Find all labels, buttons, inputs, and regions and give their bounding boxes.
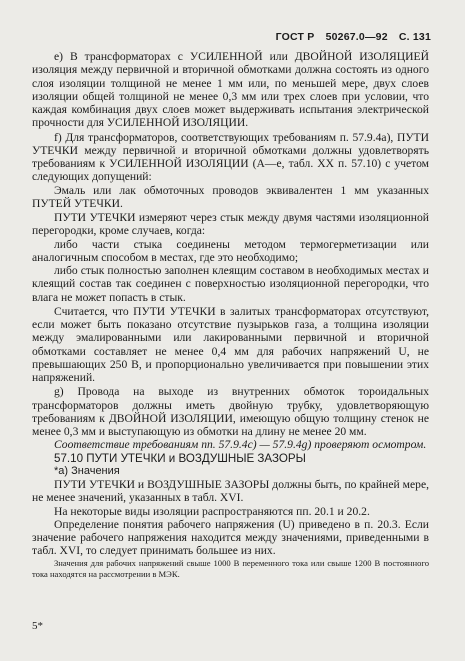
paragraph-enamel: Эмаль или лак обмоточных проводов эквивалентен 1 мм указанных ПУТЕЙ УТЕЧКИ.	[32, 183, 429, 210]
paragraph-creepage: ПУТИ УТЕЧКИ измеряют через стык между двумя частями изоляционной перегородки, кроме случаев, когда:	[32, 211, 429, 238]
section-paragraph-1: ПУТИ УТЕЧКИ и ВОЗДУШНЫЕ ЗАЗОРЫ должны быть, по крайней мере, не менее значений, указанных в табл. XVI.	[32, 478, 429, 505]
section-paragraph-2: На некоторые виды изоляции распространяются пп. 20.1 и 20.2.	[54, 504, 370, 518]
paragraph-either-joined: либо части стыка соединены методом термогерметизации или аналогичным способом в местах, где это необходимо;	[32, 237, 429, 264]
standard-label: ГОСТ Р	[275, 31, 315, 43]
paragraph-e: е) В трансформаторах с УСИЛЕННОЙ или ДВОЙНОЙ ИЗОЛЯЦИЕЙ изоляция между первичной и вторичной обмотками должна состоять из одного слоя изоляции толщиной не менее 1 мм или, по меньшей мере, двух слоев изоляции общей толщиной не менее 0,3 мм или трех слоев при условии, что каждая комбинация двух слоев может выдерживать испытания электрической прочности для УСИЛЕННОЙ ИЗОЛЯЦИИ.	[32, 50, 429, 130]
section-paragraph-3: Определение понятия рабочего напряжения (U) приведено в п. 20.3. Если значение рабочего напряжения находится между значениями, приведенными в табл. XVI, то следует принимать большее из них.	[32, 517, 429, 558]
page-header	[268, 31, 431, 43]
paragraph-either-filled: либо стык полностью заполнен клеящим составом в необходимых местах и клеящий состав так соединен с поверхностью изоляционной перегородки, что влага не может попасть в стык.	[32, 264, 429, 304]
paragraph-potted: Считается, что ПУТИ УТЕЧКИ в залитых трансформаторах отсутствуют, если может быть показано отсутствие пузырьков газа, а толщина изоляции между эмалированными или лакированными первичной и вторичной обмотками составляет не менее 0,4 мм для рабочих напряжений U, не превышающих 250 В, и пропорционально увеличивается при повышении этих напряжений.	[32, 304, 429, 384]
footnote: Значения для рабочих напряжений свыше 1000 В переменного тока или свыше 1200 В постоянного тока находятся на рассмотрении в МЭК.	[32, 557, 429, 579]
section-title: 57.10 ПУТИ УТЕЧКИ и ВОЗДУШНЫЕ ЗАЗОРЫ	[54, 451, 306, 465]
page-body	[32, 50, 429, 580]
compliance-note: Соответствие требованиям пп. 57.9.4c) — 57.9.4g) проверяют осмотром.	[54, 438, 427, 452]
standard-number: 50267.0—92	[325, 31, 388, 43]
signature-mark: 5*	[32, 620, 43, 632]
page-number: С. 131	[398, 31, 431, 43]
subsection-title: *а) Значения	[54, 464, 120, 477]
paragraph-g: g) Провода на выходе из внутренних обмоток тороидальных трансформаторов должны иметь двойную трубку, удовлетворяющую требованиям к ДВОЙНОЙ ИЗОЛЯЦИИ, имеющую общую толщину стенок не менее 0,3 мм и выступающую из обмотки на длину не менее 20 мм.	[32, 385, 429, 438]
paragraph-f: f) Для трансформаторов, соответствующих требованиям п. 57.9.4a), ПУТИ УТЕЧКИ между первичной и вторичной обмотками должны удовлетворять требованиям к УСИЛЕННОЙ ИЗОЛЯЦИИ (А—е, табл. XX п. 57.10) с учетом следующих допущений:	[32, 130, 429, 184]
